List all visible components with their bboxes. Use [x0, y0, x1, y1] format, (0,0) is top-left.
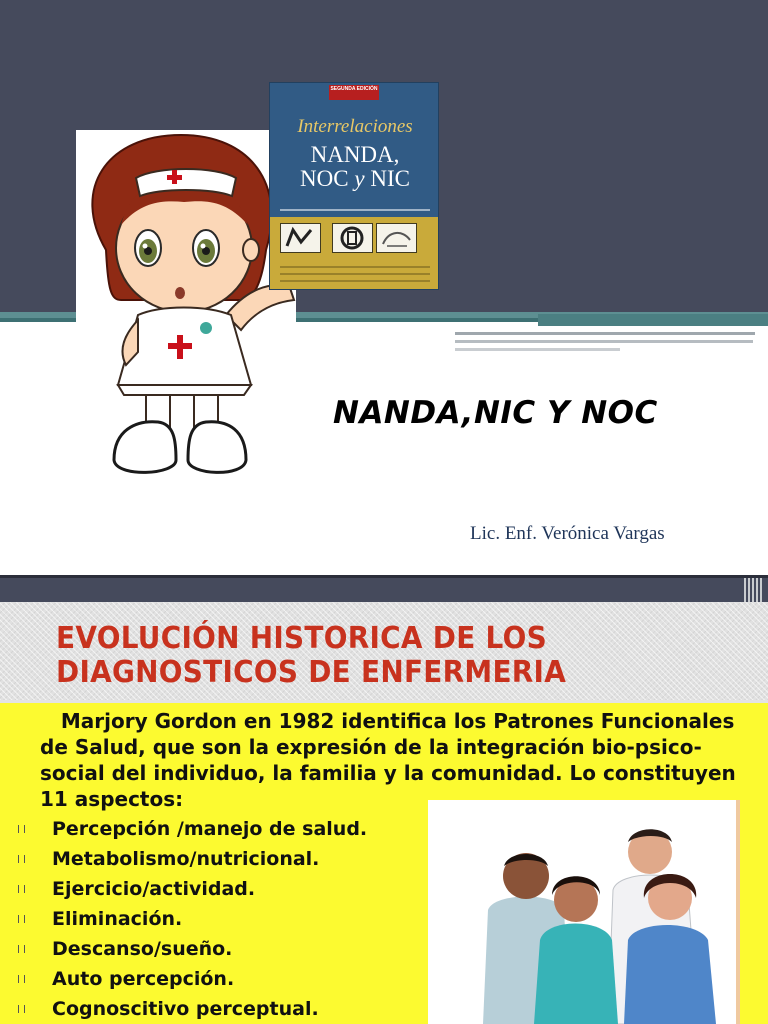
list-item — [18, 814, 438, 844]
nanda-logo-icon — [280, 223, 321, 253]
medical-team-photo-icon — [428, 800, 740, 1024]
medical-team-photo — [428, 800, 740, 1024]
list-item — [18, 934, 438, 964]
accent-stripe — [455, 340, 753, 343]
book-title-line2: NANDA, — [310, 142, 400, 167]
book-title-line3 — [270, 167, 439, 191]
book-title-y: y — [354, 166, 365, 191]
list-item-text: Cognoscitivo perceptual. — [52, 998, 319, 1020]
book-cover-image — [269, 82, 439, 290]
patterns-list — [18, 814, 438, 1024]
bullet-icon — [18, 855, 25, 863]
noc-logo-icon — [376, 223, 417, 253]
intro-line: Marjory Gordon en 1982 identifica los Patrones Funcionales — [40, 709, 735, 733]
list-item — [18, 964, 438, 994]
list-item — [18, 874, 438, 904]
nic-logo-icon — [332, 223, 373, 253]
list-item — [18, 844, 438, 874]
book-subtitle-fine-print — [270, 208, 439, 212]
bullet-icon — [18, 1005, 25, 1013]
nurse-cartoon-illustration — [76, 130, 296, 485]
list-item-text: Auto percepción. — [52, 968, 235, 990]
accent-stripe — [455, 332, 755, 335]
content-slide — [0, 578, 768, 1024]
slide-author: Lic. Enf. Verónica Vargas — [470, 523, 665, 544]
list-item — [18, 994, 438, 1024]
book-authors-fine-print — [272, 261, 438, 289]
heading-line2: DIAGNOSTICOS DE ENFERMERIA — [56, 655, 567, 690]
intro-paragraph — [40, 708, 764, 812]
list-item-text: Metabolismo/nutricional. — [52, 848, 320, 870]
header-bars-decoration — [744, 578, 768, 602]
bullet-icon — [18, 915, 25, 923]
slide-heading — [56, 622, 707, 690]
bullet-icon — [18, 885, 25, 893]
list-item-text: Ejercicio/actividad. — [52, 878, 256, 900]
intro-line: social del individuo, la familia y la comunidad. Lo constituyen — [40, 761, 736, 785]
bullet-icon — [18, 975, 25, 983]
book-edition-badge: SEGUNDA EDICIÓN — [329, 85, 379, 100]
slide-header-band — [0, 578, 768, 602]
list-item-text: Descanso/sueño. — [52, 938, 233, 960]
book-title-line1: Interrelaciones — [297, 116, 413, 137]
list-item-text: Eliminación. — [52, 908, 183, 930]
book-title-noc: NOC — [300, 166, 355, 191]
list-item-text: Percepción /manejo de salud. — [52, 818, 368, 840]
book-title-nic: NIC — [364, 166, 410, 191]
bullet-icon — [18, 945, 25, 953]
slide-title: NANDA,NIC Y NOC — [333, 395, 658, 431]
intro-line: 11 aspectos: — [40, 787, 184, 811]
bullet-icon — [18, 825, 25, 833]
intro-line: de Salud, que son la expresión de la integración bio-psico- — [40, 735, 702, 759]
nurse-cartoon-icon — [76, 130, 296, 485]
list-item — [18, 904, 438, 934]
teal-accent-bar — [538, 314, 768, 326]
accent-stripe — [455, 348, 620, 351]
heading-line1: EVOLUCIÓN HISTORICA DE LOS — [56, 621, 547, 656]
